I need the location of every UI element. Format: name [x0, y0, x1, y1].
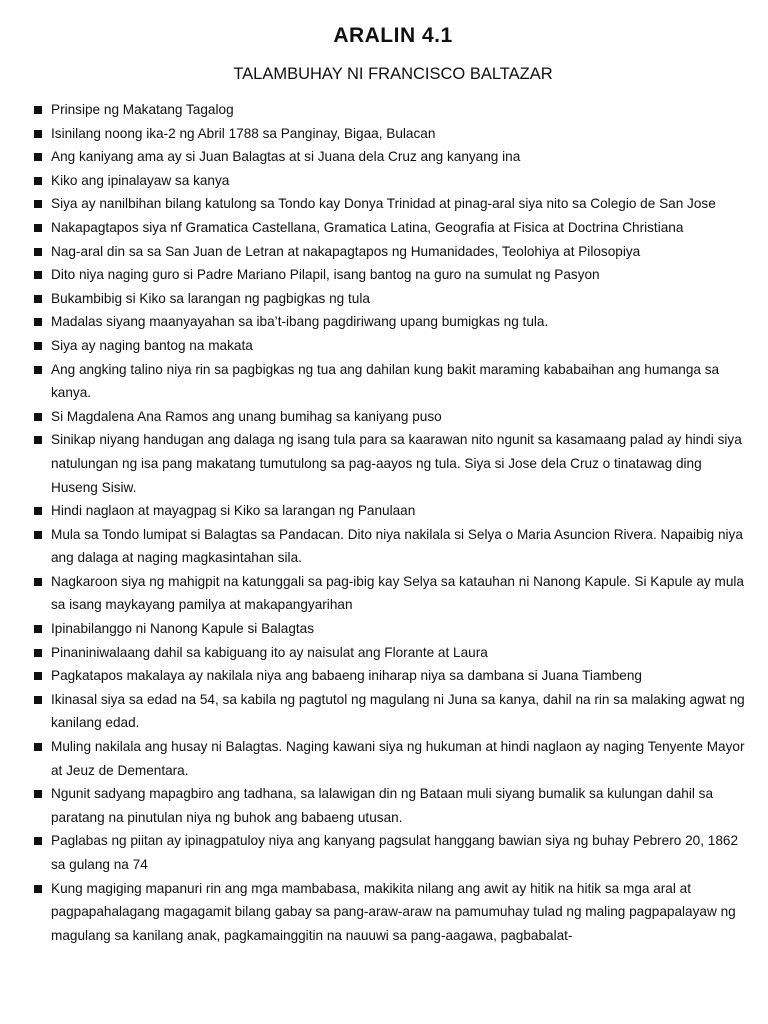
square-bullet-icon	[34, 837, 42, 845]
square-bullet-icon	[34, 507, 42, 515]
list-item	[34, 98, 752, 122]
square-bullet-icon	[34, 248, 42, 256]
list-item-text: Kung magiging mapanuri rin ang mga mambabasa, makikita nilang ang awit ay hitik na hitik sa mga aral at pagpapahalagang magagamit bilang gabay sa pang-araw-araw na pamumuhay tulad ng maling pagpapalayaw ng magulang sa kanilang anak, pagkamainggitin na nauuwi sa pang-aagawa, pagbabalat-	[51, 880, 736, 943]
list-item	[34, 664, 752, 688]
list-item-text: Siya ay naging bantog na makata	[51, 337, 253, 353]
square-bullet-icon	[34, 224, 42, 232]
square-bullet-icon	[34, 436, 42, 444]
list-item	[34, 499, 752, 523]
list-item-text: Sinikap niyang handugan ang dalaga ng isang tula para sa kaarawan nito ngunit sa kasamaang palad ay hindi siya natulungan ng isa pang makatang tumutulong sa pag-aayos ng tula. Siya si Jose dela Cruz o tinatawag ding Huseng Sisiw.	[51, 432, 742, 495]
square-bullet-icon	[34, 696, 42, 704]
square-bullet-icon	[34, 413, 42, 421]
list-item	[34, 310, 752, 334]
list-item	[34, 240, 752, 264]
square-bullet-icon	[34, 578, 42, 586]
square-bullet-icon	[34, 271, 42, 279]
list-item-text: Muling nakilala ang husay ni Balagtas. Naging kawani siya ng hukuman at hindi naglaon ay naging Tenyente Mayor at Jeuz de Dementara.	[51, 739, 745, 778]
list-item	[34, 570, 752, 617]
list-item	[34, 287, 752, 311]
bullet-list	[34, 98, 752, 947]
list-item	[34, 334, 752, 358]
list-item	[34, 428, 752, 499]
square-bullet-icon	[34, 342, 42, 350]
list-item-text: Nakapagtapos siya nf Gramatica Castellana, Gramatica Latina, Geografia at Fisica at Doctrina Christiana	[51, 219, 684, 235]
square-bullet-icon	[34, 625, 42, 633]
list-item	[34, 192, 752, 216]
list-item-text: Bukambibig si Kiko sa larangan ng pagbigkas ng tula	[51, 290, 370, 306]
square-bullet-icon	[34, 366, 42, 374]
list-item	[34, 617, 752, 641]
list-item-text: Ang angking talino niya rin sa pagbigkas ng tua ang dahilan kung bakit maraming kababaihan ang humanga sa kanya.	[51, 361, 720, 401]
list-item-text: Ngunit sadyang mapagbiro ang tadhana, sa lalawigan din ng Bataan muli siyang bumalik sa kulungan dahil sa paratang na pinutulan niya ng buhok ang babaeng utusan.	[51, 786, 713, 825]
page-subtitle: TALAMBUHAY NI FRANCISCO BALTAZAR	[233, 65, 553, 83]
list-item	[34, 263, 752, 287]
list-item	[34, 145, 752, 169]
square-bullet-icon	[34, 130, 42, 138]
list-item	[34, 216, 752, 240]
square-bullet-icon	[34, 790, 42, 798]
list-item-text: Ikinasal siya sa edad na 54, sa kabila ng pagtutol ng magulang ni Juna sa kanya, dahil na rin sa malaking agwat ng kanilang edad.	[51, 691, 745, 731]
list-item	[34, 122, 752, 146]
list-item	[34, 829, 752, 876]
square-bullet-icon	[34, 106, 42, 114]
list-item-text: Madalas siyang maanyayahan sa iba’t-ibang pagdiriwang upang bumigkas ng tula.	[51, 314, 549, 330]
list-item-text: Pinaniniwalaang dahil sa kabiguang ito ay naisulat ang Florante at Laura	[51, 644, 488, 660]
list-item-text: Pagkatapos makalaya ay nakilala niya ang babaeng iniharap niya sa dambana si Juana Tiambeng	[51, 668, 642, 684]
list-item	[34, 523, 752, 570]
square-bullet-icon	[34, 531, 42, 539]
list-item-text: Siya ay nanilbihan bilang katulong sa Tondo kay Donya Trinidad at pinag-aral siya nito sa Colegio de San Jose	[51, 196, 716, 212]
list-item-text: Hindi naglaon at mayagpag si Kiko sa larangan ng Panulaan	[51, 503, 416, 519]
list-item-text: Kiko ang ipinalayaw sa kanya	[51, 172, 230, 188]
square-bullet-icon	[34, 177, 42, 185]
list-item-text: Ang kaniyang ama ay si Juan Balagtas at si Juana dela Cruz ang kanyang ina	[51, 149, 521, 165]
list-item	[34, 877, 752, 948]
list-item-text: Si Magdalena Ana Ramos ang unang bumihag sa kaniyang puso	[51, 408, 442, 424]
list-item	[34, 641, 752, 665]
square-bullet-icon	[34, 649, 42, 657]
list-item	[34, 358, 752, 405]
list-item	[34, 782, 752, 829]
square-bullet-icon	[34, 885, 42, 893]
list-item-text: Dito niya naging guro si Padre Mariano Pilapil, isang bantog na guro na sumulat ng Pasyon	[51, 267, 600, 283]
list-item	[34, 735, 752, 782]
list-item	[34, 405, 752, 429]
list-item	[34, 169, 752, 193]
square-bullet-icon	[34, 295, 42, 303]
square-bullet-icon	[34, 200, 42, 208]
list-item-text: Paglabas ng piitan ay ipinagpatuloy niya ang kanyang pagsulat hanggang bawian siya ng buhay Pebrero 20, 1862 sa gulang na 74	[51, 833, 739, 872]
square-bullet-icon	[34, 318, 42, 326]
list-item-text: Mula sa Tondo lumipat si Balagtas sa Pandacan. Dito niya nakilala si Selya o Maria Asuncion Rivera. Napaibig niya ang dalaga at naging magkasintahan sila.	[51, 526, 743, 566]
list-item-text: Isinilang noong ika-2 ng Abril 1788 sa Panginay, Bigaa, Bulacan	[51, 125, 436, 141]
square-bullet-icon	[34, 672, 42, 680]
list-item	[34, 688, 752, 735]
page-title: ARALIN 4.1	[333, 24, 453, 47]
list-item-text: Nag-aral din sa sa San Juan de Letran at nakapagtapos ng Humanidades, Teolohiya at Pilosopiya	[51, 243, 641, 259]
list-item-text: Ipinabilanggo ni Nanong Kapule si Balagtas	[51, 621, 315, 637]
list-item-text: Prinsipe ng Makatang Tagalog	[51, 102, 234, 117]
list-item-text: Nagkaroon siya ng mahigpit na katunggali sa pag-ibig kay Selya sa katauhan ni Nanong Kapule. Si Kapule ay mula sa isang maykayang pamilya at makapangyarihan	[51, 573, 744, 613]
square-bullet-icon	[34, 743, 42, 751]
square-bullet-icon	[34, 153, 42, 161]
